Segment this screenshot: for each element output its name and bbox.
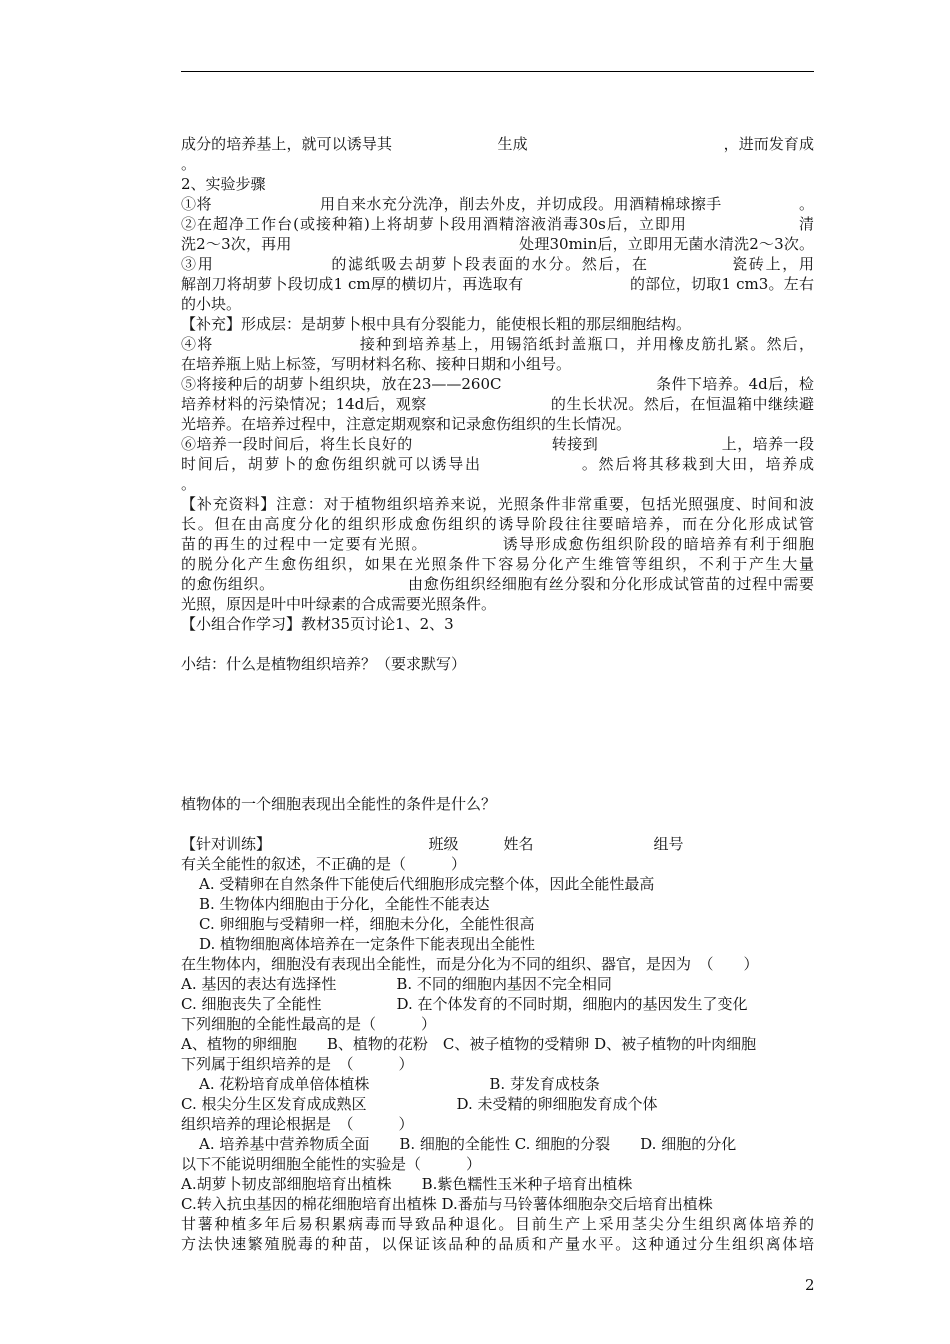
text-line: 长。但在由高度分化的组织形成愈伤组织的诱导阶段往往要暗培养，而在分化形成试管 xyxy=(181,515,814,533)
text-line: 时间后，胡萝卜的愈伤组织就可以诱导出 。然后将其移栽到大田，培养成 xyxy=(181,455,814,473)
answer-option: A. 受精卵在自然条件下能使后代细胞形成完整个体，因此全能性最高 xyxy=(199,875,655,893)
answer-option: C. 卵细胞与受精卵一样，细胞未分化，全能性很高 xyxy=(199,915,535,933)
answer-option: A. 培养基中营养物质全面 B. 细胞的全能性 C. 细胞的分裂 D. 细胞的分化 xyxy=(199,1135,737,1153)
page-number: 2 xyxy=(805,1276,815,1294)
answer-option: A. 花粉培育成单倍体植株 B. 芽发育成枝条 xyxy=(199,1075,600,1093)
text-line: 。 xyxy=(181,155,197,173)
text-line: ⑤将接种后的胡萝卜组织块，放在23——260C 条件下培养。4d后，检 xyxy=(181,375,814,393)
question-text: 方法快速繁殖脱毒的种苗，以保证该品种的品质和产量水平。这种通过分生组织离体培 xyxy=(181,1235,814,1253)
text-line: 。 xyxy=(181,475,197,493)
text-line: 在培养瓶上贴上标签，写明材料名称、接种日期和小组号。 xyxy=(181,355,572,373)
answer-option: A、植物的卵细胞 B、植物的花粉 C、被子植物的受精卵 D、被子植物的叶肉细胞 xyxy=(181,1035,757,1053)
text-line: ⑥培养一段时间后，将生长良好的 转接到 上，培养一段 xyxy=(181,435,814,453)
text-line: 的脱分化产生愈伤组织，如果在光照条件下容易分化产生维管等组织，不利于产生大量 xyxy=(181,555,814,573)
answer-option: A. 基因的表达有选择性 B. 不同的细胞内基因不完全相同 xyxy=(181,975,612,993)
supplement-note: 【补充】形成层：是胡萝卜根中具有分裂能力，能使根长粗的那层细胞结构。 xyxy=(181,315,692,333)
text-line: 光照，原因是叶中叶绿素的合成需要光照条件。 xyxy=(181,595,497,613)
answer-option: A.胡萝卜韧皮部细胞培育出植株 B.紫色糯性玉米种子培育出植株 xyxy=(181,1175,633,1193)
header-rule xyxy=(181,71,814,72)
question-text: 有关全能性的叙述，不正确的是（ ） xyxy=(181,855,467,873)
text-line: 成分的培养基上，就可以诱导其 生成 ，进而发育成 xyxy=(181,135,814,153)
text-line: 光培养。在培养过程中，注意定期观察和记录愈伤组织的生长情况。 xyxy=(181,415,632,433)
question-text: 下列细胞的全能性最高的是（ ） xyxy=(181,1015,437,1033)
question-text: 甘薯种植多年后易积累病毒而导致品种退化。目前生产上采用茎尖分生组织离体培养的 xyxy=(181,1215,814,1233)
text-line: ③用 的滤纸吸去胡萝卜段表面的水分。然后，在 瓷砖上，用 xyxy=(181,255,814,273)
question-text: 下列属于组织培养的是 （ ） xyxy=(181,1055,414,1073)
summary-prompt: 小结：什么是植物组织培养？（要求默写） xyxy=(181,655,467,673)
answer-option: B. 生物体内细胞由于分化，全能性不能表达 xyxy=(199,895,490,913)
text-line: ②在超净工作台(或接种箱)上将胡萝卜段用酒精溶液消毒30s后，立即用 清 xyxy=(181,215,814,233)
answer-option: C.转入抗虫基因的棉花细胞培育出植株 D.番茄与马铃薯体细胞杂交后培育出植株 xyxy=(181,1195,713,1213)
text-line: 培养材料的污染情况；14d后，观察 的生长状况。然后，在恒温箱中继续避 xyxy=(181,395,814,413)
section-heading: 2、实验步骤 xyxy=(181,175,266,193)
text-line: 解剖刀将胡萝卜段切成1 cm厚的横切片，再选取有 的部位，切取1 cm3。左右 xyxy=(181,275,814,293)
answer-option: D. 植物细胞离体培养在一定条件下能表现出全能性 xyxy=(199,935,536,953)
exercise-heading: 【针对训练】 班级 姓名 组号 xyxy=(181,835,684,853)
question-text: 以下不能说明细胞全能性的实验是（ ） xyxy=(181,1155,482,1173)
text-line: ④将 接种到培养基上，用锡箔纸封盖瓶口，并用橡皮筋扎紧。然后， xyxy=(181,335,814,353)
answer-option: C. 细胞丧失了全能性 D. 在个体发育的不同时期，细胞内的基因发生了变化 xyxy=(181,995,748,1013)
supplement-material: 【补充资料】注意：对于植物组织培养来说，光照条件非常重要，包括光照强度、时间和波 xyxy=(181,495,814,513)
text-line: 苗的再生的过程中一定要有光照。 诱导形成愈伤组织阶段的暗培养有利于细胞 xyxy=(181,535,814,553)
question-text: 组织培养的理论根据是 （ ） xyxy=(181,1115,414,1133)
text-line: 洗2～3次，再用 处理30min后，立即用无菌水清洗2～3次。 xyxy=(181,235,814,253)
answer-option: C. 根尖分生区发育成成熟区 D. 未受精的卵细胞发育成个体 xyxy=(181,1095,658,1113)
document-body xyxy=(181,134,814,1254)
group-study: 【小组合作学习】教材35页讨论1、2、3 xyxy=(181,615,454,633)
question-text: 在生物体内，细胞没有表现出全能性，而是分化为不同的组织、器官，是因为 （ ） xyxy=(181,955,759,973)
text-line: 的愈伤组织。 由愈伤组织经细胞有丝分裂和分化形成试管苗的过程中需要 xyxy=(181,575,814,593)
text-line: ①将 用自来水充分洗净，削去外皮，并切成段。用酒精棉球擦手 。 xyxy=(181,195,814,213)
question-prompt: 植物体的一个细胞表现出全能性的条件是什么？ xyxy=(181,795,497,813)
text-line: 的小块。 xyxy=(181,295,242,313)
